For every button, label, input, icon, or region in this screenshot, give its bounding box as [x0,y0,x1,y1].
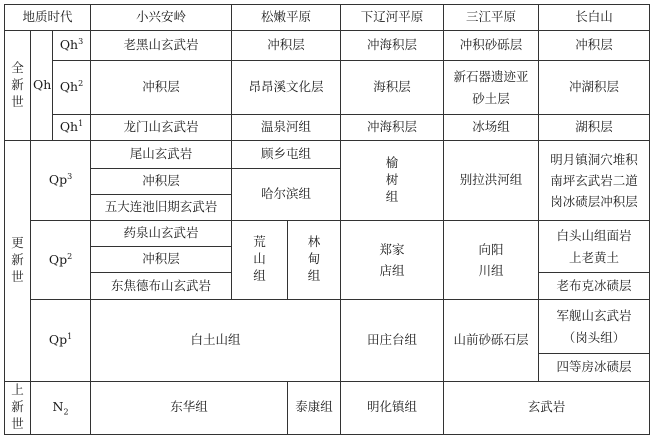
table-cell: 湖积层 [539,115,650,141]
table-cell: 冲海积层 [341,115,444,141]
stage-symbol: Qh$^3$ [53,31,91,61]
stage-symbol: Qh$^1$ [53,115,91,141]
table-row [5,300,650,327]
table-cell: 林甸组 [288,221,341,300]
epoch-label: 上新世 [11,382,24,431]
table-cell: 明化镇组 [341,382,444,435]
table-cell: 药泉山玄武岩 [91,221,232,247]
table-cell: 老布克冰碛层 [539,273,650,300]
table-cell: 冲积砂砾层 [444,31,539,61]
table-cell: 郑家 店组 [341,221,444,300]
epoch-label: 更新世 [11,235,24,284]
header-region: 三江平原 [444,5,539,31]
table-cell: 榆树组 [341,141,444,221]
table-cell: 冲积层 [91,247,232,273]
stage-symbol: Qp$^2$ [31,221,91,300]
table-row [5,115,650,141]
header-region: 下辽河平原 [341,5,444,31]
series-symbol: Qh [31,31,53,141]
table-cell: 昂昂溪文化层 [232,61,341,115]
header-era: 地质时代 [5,5,91,31]
header-row [5,5,650,31]
table-cell: 东焦德布山玄武岩 [91,273,232,300]
table-row [5,31,650,61]
table-row [5,382,650,435]
table-cell: 冲积层 [91,169,232,195]
table-row [5,221,650,247]
table-cell: 东华组 [91,382,288,435]
table-cell: 龙门山玄武岩 [91,115,232,141]
stage-symbol: Qh$^2$ [53,61,91,115]
table-cell: 哈尔滨组 [232,169,341,221]
table-cell: 尾山玄武岩 [91,141,232,169]
epoch-pliocene [5,382,31,435]
table-cell: 冲湖积层 [539,61,650,115]
table-row [5,141,650,169]
table-cell: 四等房冰碛层 [539,354,650,382]
header-region: 小兴安岭 [91,5,232,31]
table-cell: 白土山组 [91,300,341,382]
epoch-holocene [5,31,31,141]
table-cell: 海积层 [341,61,444,115]
table-cell: 冲积层 [539,31,650,61]
table-cell: 明月镇洞穴堆积 南坪玄武岩二道 岗冰碛层冲积层 [539,141,650,221]
table-cell: 荒山组 [232,221,288,300]
table-cell: 新石器遗迹亚 砂土层 [444,61,539,115]
header-region: 长白山 [539,5,650,31]
stage-symbol: $N_2$ [31,382,91,435]
table-cell: 五大连池旧期玄武岩 [91,195,232,221]
table-cell: 冲积层 [91,61,232,115]
table-cell: 老黑山玄武岩 [91,31,232,61]
table-cell: 白头山组面岩 上老黄土 [539,221,650,273]
epoch-pleistocene [5,141,31,382]
table-cell: 冰场组 [444,115,539,141]
table-cell: 温泉河组 [232,115,341,141]
table-cell: 别拉洪河组 [444,141,539,221]
table-cell: 军舰山玄武岩 （岗头组） [539,300,650,354]
stratigraphy-table [4,4,650,435]
header-region: 松嫩平原 [232,5,341,31]
epoch-label: 全新世 [11,59,24,109]
table-cell: 泰康组 [288,382,341,435]
table-cell: 玄武岩 [444,382,650,435]
stage-symbol: Qp$^1$ [31,300,91,382]
stage-symbol: Qp$^3$ [31,141,91,221]
table-cell: 顾乡屯组 [232,141,341,169]
table-cell: 向阳 川组 [444,221,539,300]
table-cell: 田庄台组 [341,300,444,382]
table-cell: 冲积层 [232,31,341,61]
table-cell: 冲海积层 [341,31,444,61]
table-row [5,61,650,115]
table-cell: 山前砂砾石层 [444,300,539,382]
